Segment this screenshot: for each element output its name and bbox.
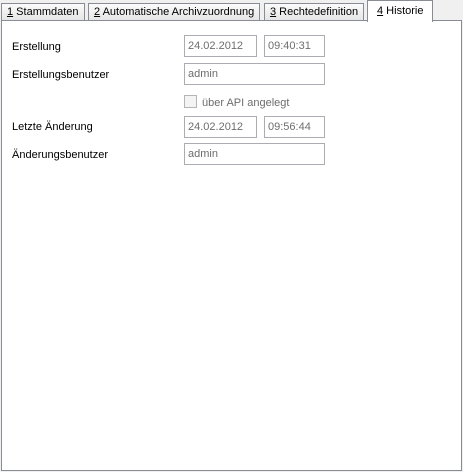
tab-stammdaten-mnemonic: 1 bbox=[7, 6, 14, 18]
tab-rechtedefinition[interactable] bbox=[264, 3, 364, 20]
tab-archivzuordnung-mnemonic: 2 bbox=[94, 6, 101, 18]
tab-automatische-archivzuordnung[interactable] bbox=[88, 3, 260, 20]
tab-historie-label: Historie bbox=[383, 5, 424, 17]
creation-time-field[interactable]: 09:40:31 bbox=[264, 35, 325, 57]
tab-rechtedefinition-mnemonic: 3 bbox=[270, 6, 277, 18]
last-change-label: Letzte Änderung bbox=[12, 121, 93, 133]
tab-historie[interactable] bbox=[367, 0, 433, 22]
creation-date-field[interactable]: 24.02.2012 bbox=[184, 35, 257, 57]
api-created-label: über API angelegt bbox=[202, 97, 290, 109]
api-created-row bbox=[184, 95, 289, 109]
tab-archivzuordnung-label: Automatische Archivzuordnung bbox=[100, 6, 255, 18]
api-created-checkbox[interactable] bbox=[184, 95, 197, 108]
tab-stammdaten[interactable] bbox=[1, 3, 85, 20]
last-change-date-field[interactable]: 24.02.2012 bbox=[184, 116, 257, 138]
historie-panel bbox=[1, 20, 462, 471]
tab-historie-mnemonic: 4 bbox=[377, 5, 384, 17]
change-user-label: Änderungsbenutzer bbox=[12, 149, 109, 161]
change-user-field[interactable]: admin bbox=[184, 143, 325, 165]
creation-user-label: Erstellungsbenutzer bbox=[12, 69, 110, 81]
creation-user-field[interactable]: admin bbox=[184, 63, 325, 85]
last-change-time-field[interactable]: 09:56:44 bbox=[264, 116, 325, 138]
tab-stammdaten-label: Stammdaten bbox=[13, 6, 79, 18]
tab-rechtedefinition-label: Rechtedefinition bbox=[276, 6, 359, 18]
creation-label: Erstellung bbox=[12, 41, 61, 53]
